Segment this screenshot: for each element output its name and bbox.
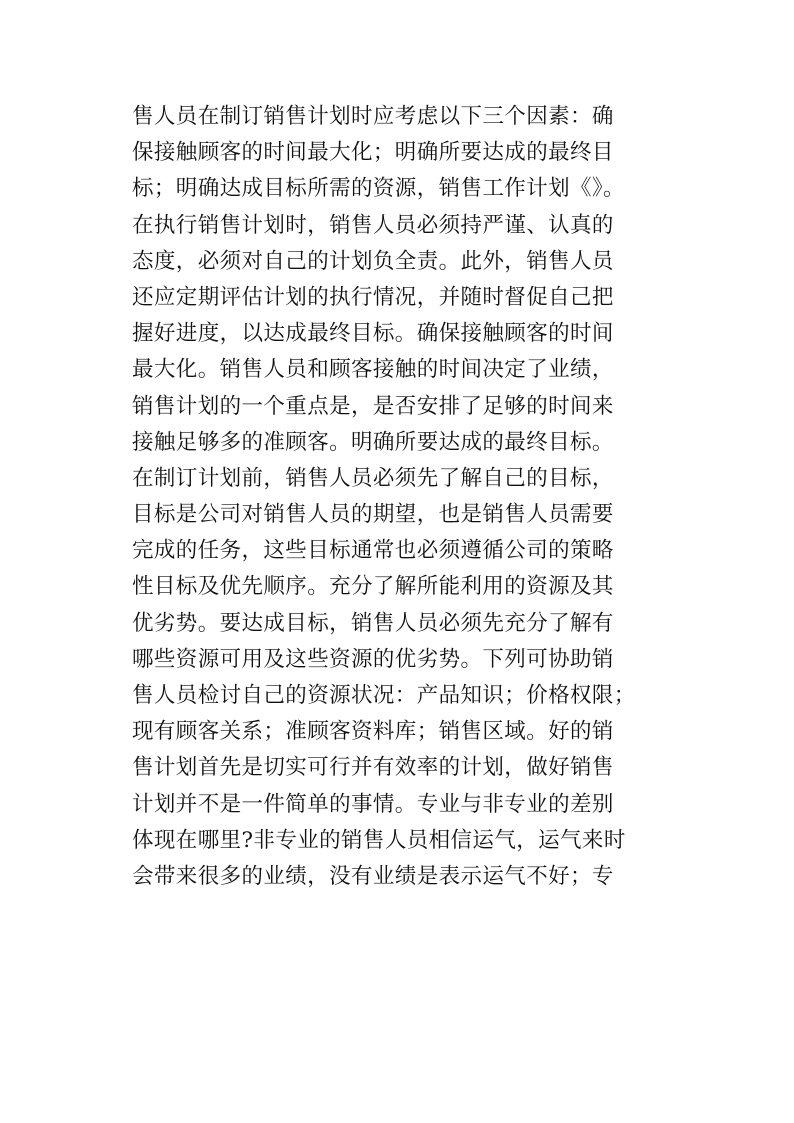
text-line: 接触足够多的准顾客。明确所要达成的最终目标。 bbox=[132, 429, 614, 455]
text-line: 现有顾客关系；准顾客资料库；销售区域。好的销 bbox=[132, 719, 614, 745]
text-line: 在制订计划前，销售人员必须先了解自己的目标， bbox=[132, 465, 614, 491]
text-line: 在执行销售计划时，销售人员必须持严谨、认真的 bbox=[132, 212, 614, 238]
text-line: 标；明确达成目标所需的资源，销售工作计划《》。 bbox=[132, 176, 625, 202]
text-line: 握好进度，以达成最终目标。确保接触顾客的时间 bbox=[132, 321, 614, 347]
text-line: 优劣势。要达成目标，销售人员必须先充分了解有 bbox=[132, 610, 614, 636]
text-line: 性目标及优先顺序。充分了解所能利用的资源及其 bbox=[132, 574, 614, 600]
text-line: 体现在哪里?非专业的销售人员相信运气，运气来时 bbox=[132, 827, 626, 853]
text-line: 哪些资源可用及这些资源的优劣势。下列可协助销 bbox=[132, 646, 614, 672]
text-line: 会带来很多的业绩，没有业绩是表示运气不好；专 bbox=[132, 863, 614, 889]
text-line: 目标是公司对销售人员的期望，也是销售人员需要 bbox=[132, 502, 614, 528]
text-line: 售计划首先是切实可行并有效率的计划，做好销售 bbox=[132, 755, 614, 781]
text-line: 保接触顾客的时间最大化；明确所要达成的最终目 bbox=[132, 140, 614, 166]
text-line: 完成的任务，这些目标通常也必须遵循公司的策略 bbox=[132, 538, 614, 564]
document-body bbox=[132, 99, 672, 895]
text-line: 态度，必须对自己的计划负全责。此外，销售人员 bbox=[132, 248, 614, 274]
text-line: 售人员在制订销售计划时应考虑以下三个因素：确 bbox=[132, 104, 614, 129]
text-line: 计划并不是一件简单的事情。专业与非专业的差别 bbox=[132, 791, 614, 817]
text-line: 最大化。销售人员和顾客接触的时间决定了业绩， bbox=[132, 357, 614, 383]
text-line: 销售计划的一个重点是，是否安排了足够的时间来 bbox=[132, 393, 614, 419]
text-line: 售人员检讨自己的资源状况：产品知识；价格权限； bbox=[132, 683, 636, 708]
text-line: 还应定期评估计划的执行情况，并随时督促自己把 bbox=[132, 284, 614, 310]
